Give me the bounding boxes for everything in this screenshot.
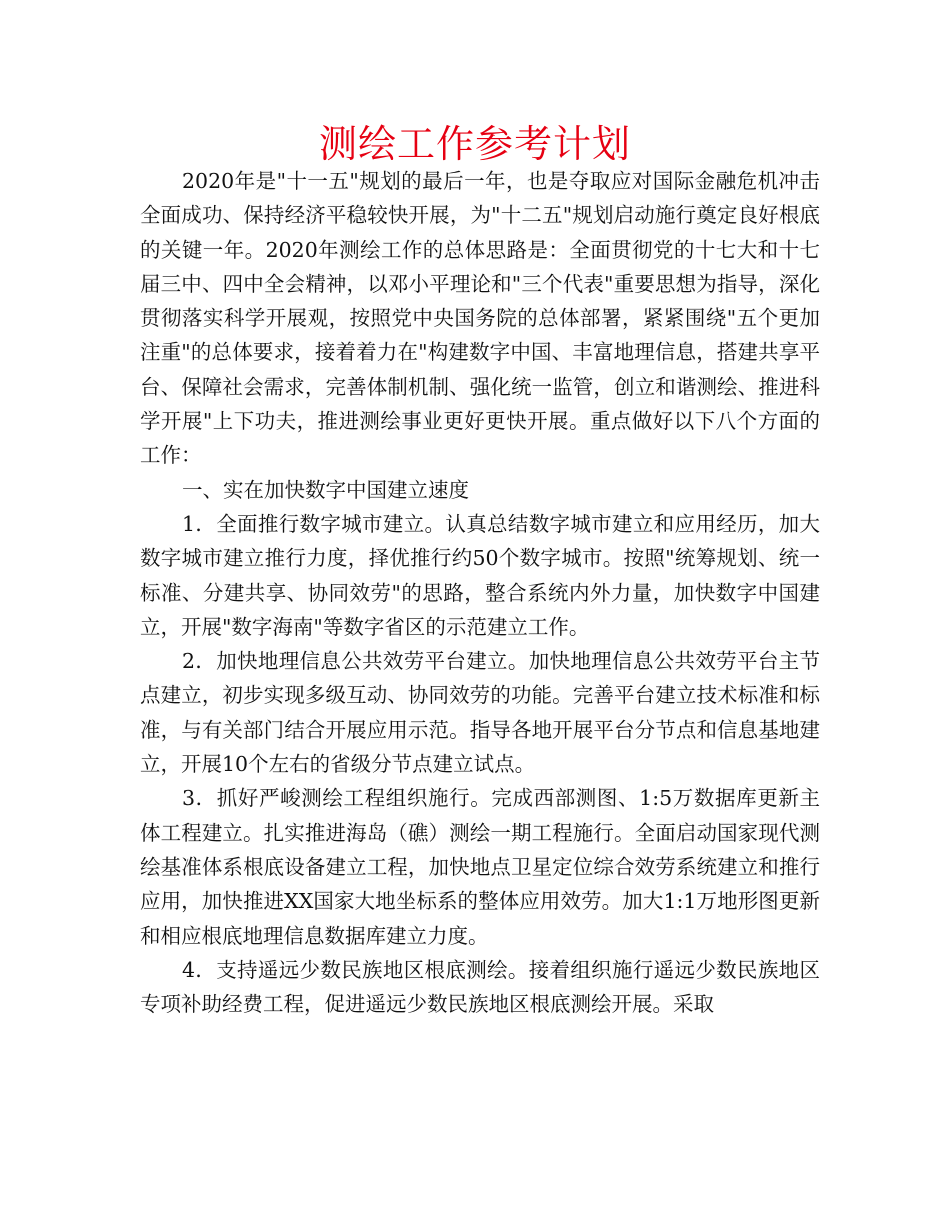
paragraph-item-1: 1．全面推行数字城市建立。认真总结数字城市建立和应用经历，加大数字城市建立推行力度，择优推行约50个数字城市。按照"统筹规划、统一标准、分建共享、协同效劳"的思路，整合系统内外力量，加快数字中国建立，开展"数字海南"等数字省区的示范建立工作。	[140, 511, 820, 639]
document-title: 测绘工作参考计划	[318, 122, 631, 166]
paragraph-item-3: 3．抓好严峻测绘工程组织施行。完成西部测图、1:5万数据库更新主体工程建立。扎实推进海岛（礁）测绘一期工程施行。全面启动国家现代测绘基准体系根底设备建立工程，加快地点卫星定位综合效劳系统建立和推行应用，加快推进XX国家大地坐标系的整体应用效劳。加大1:1万地形图更新和相应根底地理信息数据库建立力度。	[140, 786, 820, 948]
section-heading: 一、实在加快数字中国建立速度	[182, 477, 470, 502]
paragraph-item-4: 4．支持遥远少数民族地区根底测绘。接着组织施行遥远少数民族地区专项补助经费工程，促进遥远少数民族地区根底测绘开展。采取	[140, 957, 820, 1017]
paragraph-item-2: 2．加快地理信息公共效劳平台建立。加快地理信息公共效劳平台主节点建立，初步实现多级互动、协同效劳的功能。完善平台建立技术标准和标准，与有关部门结合开展应用示范。指导各地开展平台分节点和信息基地建立，开展10个左右的省级分节点建立试点。	[140, 649, 820, 777]
document-body	[140, 164, 820, 1021]
paragraph-intro: 2020年是"十一五"规划的最后一年，也是夺取应对国际金融危机冲击全面成功、保持经济平稳较快开展，为"十二五"规划启动施行奠定良好根底的关键一年。2020年测绘工作的总体思路是：全面贯彻党的十七大和十七届三中、四中全会精神，以邓小平理论和"三个代表"重要思想为指导，深化贯彻落实科学开展观，按照党中央国务院的总体部署，紧紧围绕"五个更加注重"的总体要求，接着着力在"构建数字中国、丰富地理信息，搭建共享平台、保障社会需求，完善体制机制、强化统一监管，创立和谐测绘、推进科学开展"上下功夫，推进测绘事业更好更快开展。重点做好以下八个方面的工作：	[140, 169, 820, 468]
